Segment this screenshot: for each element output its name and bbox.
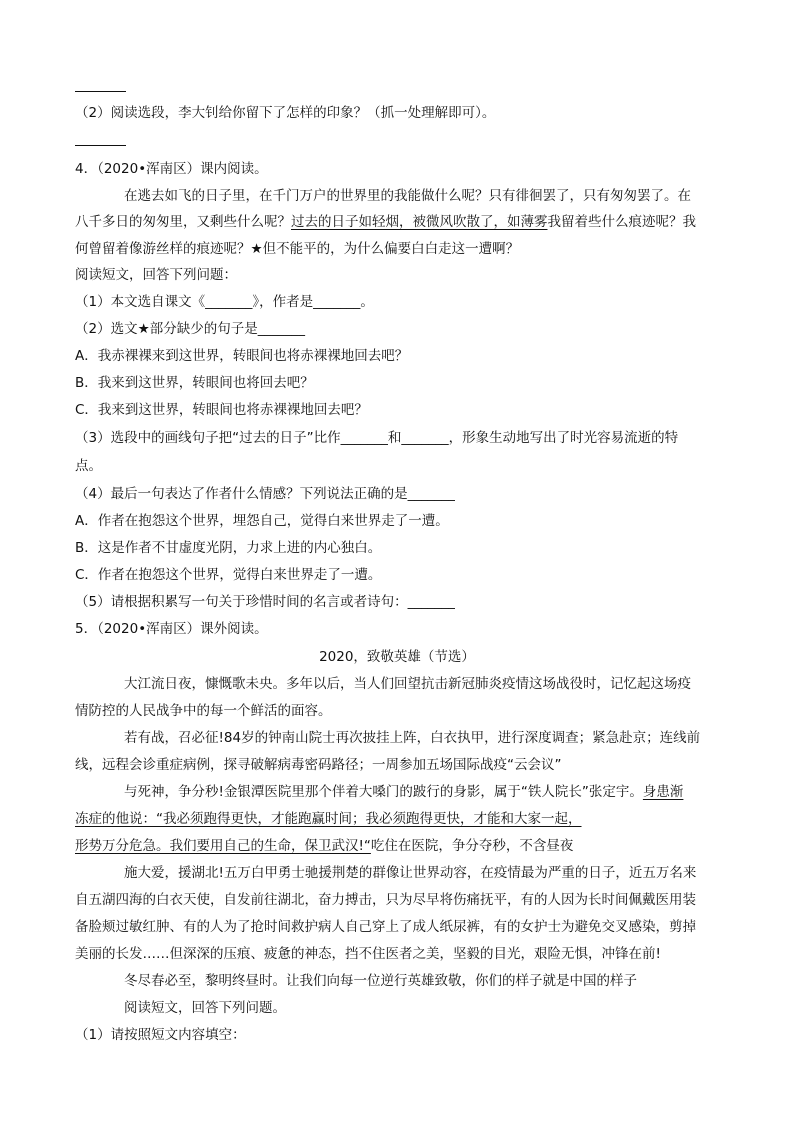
q4-sub-4-option-c: C．作者在抱怨这个世界，觉得白来世界走了一遭。 — [75, 567, 382, 583]
q5-para-4-line-4: 美丽的长发……但深深的压痕、疲惫的神态，挡不住医者之美，坚毅的目光，艰险无惧，冲锋在前! — [75, 946, 661, 962]
answer-blank-line — [75, 145, 126, 146]
q5-para-4-line-3: 备脸颊过敏红肿、有的人为了抢时间救护病人自己穿上了成人纸尿裤，有的女护士为避免交叉感染，剪掉 — [75, 919, 696, 935]
q5-para-2-line-2: 线，远程会诊重症病例，探寻破解病毒密码路径；一周参加五场国际战疫“云会议” — [75, 757, 562, 773]
passage-text: 我留着些什么痕迹呢？我 — [547, 214, 696, 230]
q4-passage-line-2 — [75, 212, 696, 232]
q5-header: 5．（2020•浑南区）课外阅读。 — [75, 621, 268, 637]
q4-header: 4．（2020•浑南区）课内阅读。 — [75, 161, 268, 177]
q4-sub-1: （1）本文选自课文《_______》，作者是_______。 — [75, 294, 374, 310]
q4-sub-4-option-a: A．作者在抱怨这个世界，埋怨自己，觉得白来世界走了一遭。 — [75, 513, 449, 529]
q4-sub-2-option-a: A．我赤裸裸来到这世界，转眼间也将赤裸裸地回去吧？ — [75, 348, 409, 364]
q4-sub-4-option-b: B．这是作者不甘虚度光阴，力求上进的内心独白。 — [75, 540, 382, 556]
passage-text: 与死神，争分秒!金银潭医院里那个伴着大嗓门的跛行的身影，属于“铁人院长”张定宇。 — [124, 784, 643, 800]
passage-text: 吃住在医院，争分夺秒，不含昼夜 — [370, 838, 574, 854]
underlined-metaphor-sentence: 过去的日子如轻烟，被微风吹散了，如薄雾 — [291, 214, 548, 230]
q4-sub-3-line-1: （3）选段中的画线句子把“过去的日子”比作_______和_______，形象生动地写出了时光容易流逝的特 — [75, 430, 679, 446]
q5-para-1-line-2: 情防控的人民战争中的每一个鲜活的面容。 — [75, 703, 332, 719]
underlined-quote: 形势万分危急。我们要用自己的生命，保卫武汉!“ — [75, 838, 371, 854]
q5-para-3-line-3 — [75, 836, 573, 856]
q2-question: （2）阅读选段，李大钊给你留下了怎样的印象？（抓一处理解即可）。 — [75, 105, 496, 121]
q4-sub-2-option-c: C．我来到这世界，转眼间也将赤裸裸地回去吧？ — [75, 402, 368, 418]
q5-para-4-line-1: 施大爱，援湖北!五万白甲勇士驰援荆楚的群像让世界动容，在疫情最为严重的日子，近五万名来 — [124, 865, 697, 881]
q5-para-4-line-2: 自五湖四海的白衣天使，自发前往湖北，奋力搏击，只为尽早将伤痛抚平，有的人因为长时间佩戴医用装 — [75, 892, 696, 908]
q4-sub-2: （2）选文★部分缺少的句子是_______ — [75, 321, 305, 337]
q4-sub-5: （5）请根据积累写一句关于珍惜时间的名言或者诗句：_______ — [75, 594, 455, 610]
q5-para-1-line-1: 大江流日夜，慷慨歌未央。多年以后，当人们回望抗击新冠肺炎疫情这场战役时，记忆起这场疫 — [124, 676, 691, 692]
q5-para-3-line-1 — [124, 782, 683, 802]
q4-sub-3-line-2: 点。 — [75, 458, 102, 474]
q4-sub-2-option-b: B．我来到这世界，转眼间也将回去吧？ — [75, 375, 314, 391]
passage-text: 八千多日的匆匆里，又剩些什么呢？ — [75, 214, 291, 230]
q5-para-5: 冬尽春必至，黎明终昼时。让我们向每一位逆行英雄致敬，你们的样子就是中国的样子 — [124, 973, 637, 989]
underlined-quote: 身患渐 — [642, 784, 684, 800]
q4-sub-4: （4）最后一句表达了作者什么情感？下列说法正确的是_______ — [75, 486, 455, 502]
q5-article-title: 2020，致敬英雄（节选） — [319, 649, 475, 665]
q5-instruction: 阅读短文，回答下列问题。 — [124, 1000, 286, 1016]
q5-para-2-line-1: 若有战，召必征!84岁的钟南山院士再次披挂上阵，白衣执甲，进行深度调查；紧急赴京；连线前 — [124, 730, 701, 746]
answer-blank-line — [75, 91, 126, 92]
q4-passage-line-3: 何曾留着像游丝样的痕迹呢？★但不能平的，为什么偏要白白走这一遭啊？ — [75, 241, 520, 257]
q5-para-3-line-2-underlined: 冻症的他说：“我必须跑得更快，才能跑赢时间；我必须跑得更快，才能和大家一起， — [75, 811, 582, 827]
q5-sub-1: （1）请按照短文内容填空： — [75, 1027, 246, 1043]
q4-passage-line-1: 在逃去如飞的日子里，在千门万户的世界里的我能做什么呢？只有徘徊罢了，只有匆匆罢了。在 — [124, 188, 691, 204]
q4-instruction: 阅读短文，回答下列问题： — [75, 267, 237, 283]
